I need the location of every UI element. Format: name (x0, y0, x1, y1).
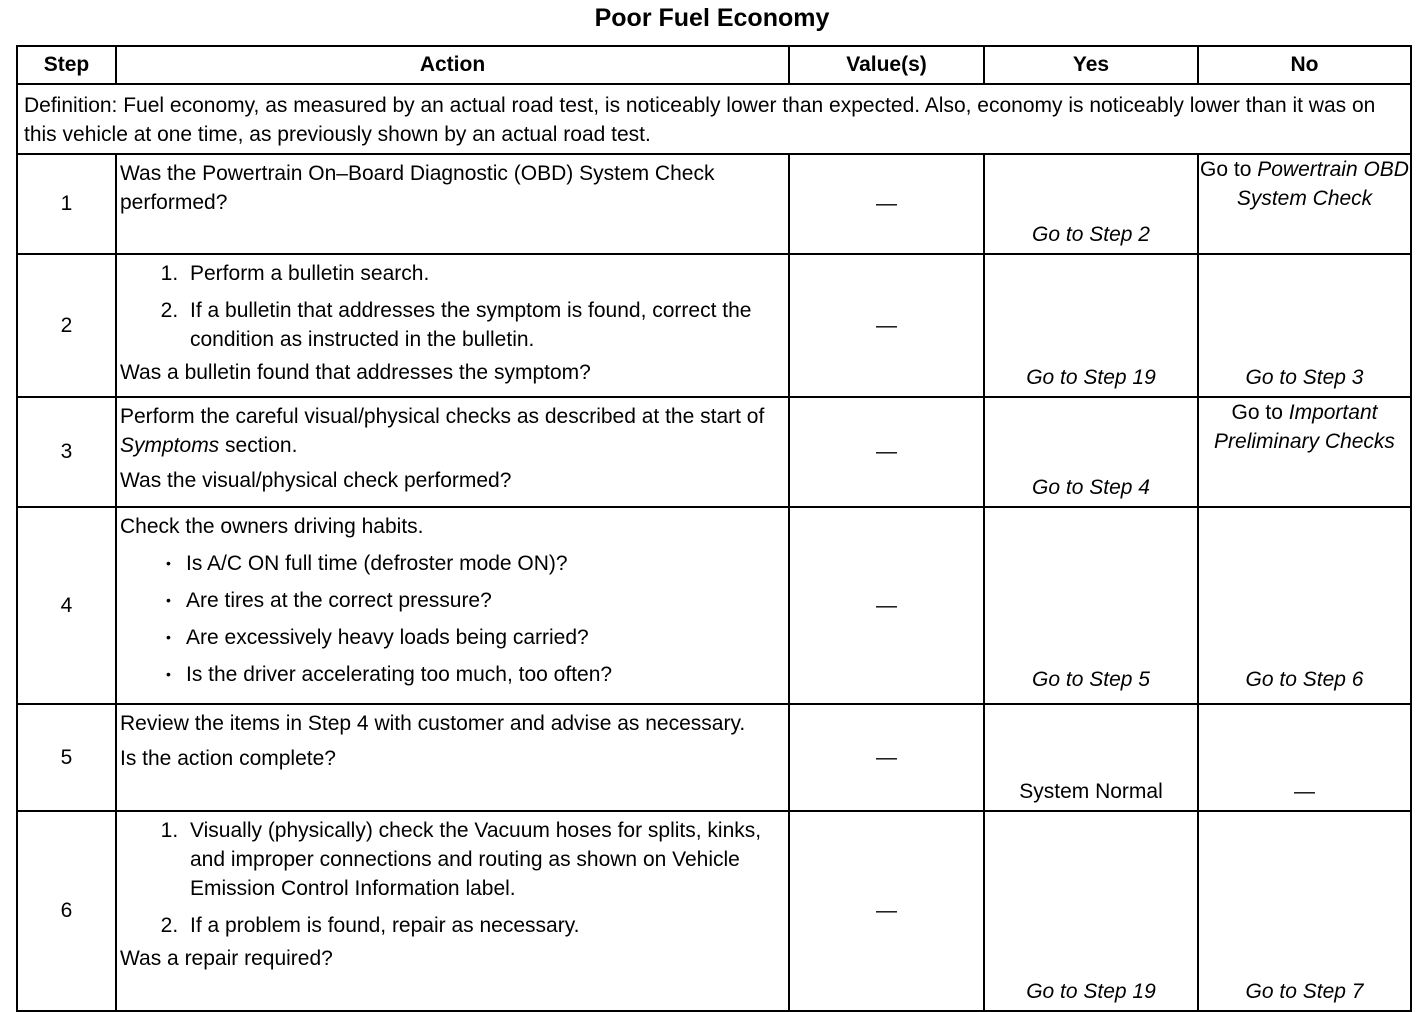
yes-text: Go to Step 2 (1032, 223, 1150, 246)
definition-text: Definition: Fuel economy, as measured by an actual road test, is noticeably lower than expected. Also, economy is noticeably lower than it was on this vehicle at one time, as previously shown by an actual road test. (17, 84, 1411, 154)
no-prefix: Go to (1200, 158, 1252, 181)
yes-cell (984, 254, 1198, 397)
action-steps (120, 816, 784, 940)
action-step-item: 1. Visually (physically) check the Vacuum hoses for splits, kinks, and improper connections and routing as shown on Vehicle Emission Control Information label. (184, 816, 784, 903)
value-cell: — (789, 154, 984, 254)
action-step-item: 2. If a problem is found, repair as necessary. (184, 911, 784, 940)
table-row (17, 154, 1411, 254)
step-number: 4 (17, 507, 116, 704)
yes-cell (984, 507, 1198, 704)
table-row (17, 704, 1411, 811)
step-number: 2 (17, 254, 116, 397)
action-question: Was the visual/physical check performed? (120, 469, 512, 492)
action-step-item: 2. If a bulletin that addresses the symptom is found, correct the condition as instructed in the bulletin. (184, 296, 784, 354)
action-question: Was a repair required? (120, 947, 333, 970)
no-cell (1198, 154, 1411, 254)
no-prefix: Go to (1231, 401, 1283, 424)
header-yes: Yes (984, 46, 1198, 84)
yes-text: Go to Step 19 (1026, 980, 1156, 1003)
action-intro: Check the owners driving habits. (120, 515, 424, 538)
value-cell: — (789, 507, 984, 704)
action-step-item: 1. Perform a bulletin search. (184, 259, 784, 288)
yes-cell (984, 397, 1198, 507)
no-text: Go to Step 7 (1245, 980, 1364, 1003)
step-number: 1 (17, 154, 116, 254)
page-title: Poor Fuel Economy (594, 4, 830, 32)
action-cell (116, 397, 789, 507)
header-row (17, 46, 1411, 84)
action-cell (116, 811, 789, 1011)
no-text: — (1294, 780, 1315, 803)
header-values: Value(s) (789, 46, 984, 84)
action-text: Review the items in Step 4 with customer and advise as necessary. (120, 712, 746, 735)
table-row (17, 507, 1411, 704)
yes-cell (984, 154, 1198, 254)
action-text (120, 402, 784, 460)
value-cell: — (789, 704, 984, 811)
no-text: Go to Step 6 (1245, 668, 1364, 691)
no-cell (1198, 704, 1411, 811)
step-number: 5 (17, 704, 116, 811)
no-cell (1198, 397, 1411, 507)
value-cell: — (789, 811, 984, 1011)
action-text: Was the Powertrain On–Board Diagnostic (OBD) System Check performed? (120, 162, 715, 214)
bullet-item: • Is the driver accelerating too much, too often? (178, 660, 784, 689)
yes-text: Go to Step 5 (1032, 668, 1150, 691)
yes-text: Go to Step 19 (1026, 366, 1156, 389)
action-question: Is the action complete? (120, 747, 336, 770)
no-italic: Powertrain OBD System Check (1236, 158, 1409, 210)
action-text-post: section. (225, 434, 298, 457)
step-number: 3 (17, 397, 116, 507)
no-italic: Important Preliminary Checks (1214, 401, 1395, 453)
action-cell (116, 704, 789, 811)
table-row (17, 811, 1411, 1011)
value-cell: — (789, 397, 984, 507)
value-cell: — (789, 254, 984, 397)
definition-row (17, 84, 1411, 154)
header-step: Step (17, 46, 116, 84)
no-text: Go to Step 3 (1245, 366, 1364, 389)
bullet-item: • Are excessively heavy loads being carried? (178, 623, 784, 652)
yes-text: System Normal (1019, 780, 1163, 803)
action-cell (116, 254, 789, 397)
table-row (17, 254, 1411, 397)
diagnostic-table (16, 45, 1412, 1012)
header-action: Action (116, 46, 789, 84)
table-row (17, 397, 1411, 507)
action-steps (120, 259, 784, 354)
action-text-pre: Perform the careful visual/physical checks as described at the start of (120, 405, 765, 428)
yes-text: Go to Step 4 (1032, 476, 1150, 499)
action-text-italic: Symptoms (120, 434, 220, 457)
step-number: 6 (17, 811, 116, 1011)
action-cell (116, 507, 789, 704)
action-question: Was a bulletin found that addresses the symptom? (120, 361, 591, 384)
header-no: No (1198, 46, 1411, 84)
no-cell (1198, 254, 1411, 397)
action-bullets (120, 549, 784, 689)
no-cell (1198, 811, 1411, 1011)
bullet-item: • Is A/C ON full time (defroster mode ON)? (178, 549, 784, 578)
action-cell (116, 154, 789, 254)
yes-cell (984, 811, 1198, 1011)
bullet-item: • Are tires at the correct pressure? (178, 586, 784, 615)
no-cell (1198, 507, 1411, 704)
yes-cell (984, 704, 1198, 811)
